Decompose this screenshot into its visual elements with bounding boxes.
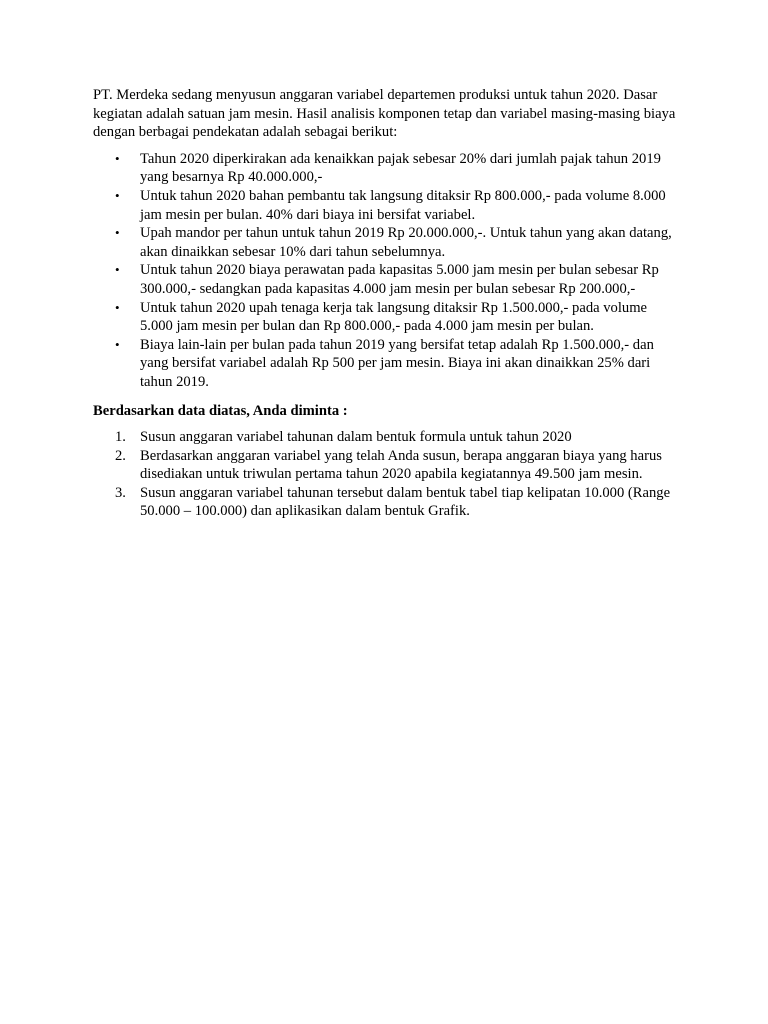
data-bullet-list <box>93 150 683 392</box>
bullet-item-tax <box>93 150 683 187</box>
bullet-marker: • <box>115 187 120 203</box>
task-number: 1. <box>115 429 126 446</box>
bullet-item-other-costs <box>93 336 683 392</box>
task-list <box>93 428 683 521</box>
bullet-text: Untuk tahun 2020 biaya perawatan pada kapasitas 5.000 jam mesin per bulan sebesar Rp 300.000,- sedangkan pada kapasitas 4.000 jam mesin per bulan sebesar Rp 200.000,- <box>140 262 659 297</box>
bullet-item-foreman-wage <box>93 224 683 261</box>
bullet-text: Untuk tahun 2020 bahan pembantu tak langsung ditaksir Rp 800.000,- pada volume 8.000 jam mesin per bulan. 40% dari biaya ini bersifat variabel. <box>140 187 666 223</box>
task-item <box>93 447 683 484</box>
bullet-marker: • <box>115 225 120 241</box>
bullet-marker: • <box>115 336 120 352</box>
task-number: 2. <box>115 447 126 464</box>
bullet-text: Untuk tahun 2020 upah tenaga kerja tak langsung ditaksir Rp 1.500.000,- pada volume 5.000 jam mesin per bulan dan Rp 800.000,- pada 4.000 jam mesin per bulan. <box>140 299 648 335</box>
bullet-marker: • <box>115 299 120 315</box>
task-text: Susun anggaran variabel tahunan dalam bentuk formula untuk tahun 2020 <box>140 429 572 446</box>
bullet-item-indirect-labor <box>93 299 683 336</box>
document-content <box>93 86 683 521</box>
intro-paragraph: PT. Merdeka sedang menyusun anggaran variabel departemen produksi untuk tahun 2020. Dasar kegiatan adalah satuan jam mesin. Hasil analisis komponen tetap dan variabel masing-masing biaya dengan berbagai pendekatan adalah sebagai berikut: <box>93 87 676 141</box>
task-text: Berdasarkan anggaran variabel yang telah Anda susun, berapa anggaran biaya yang harus disediakan untuk triwulan pertama tahun 2020 apabila kegiatannya 49.500 jam mesin. <box>140 447 662 483</box>
bullet-item-indirect-materials <box>93 187 683 224</box>
bullet-text: Biaya lain-lain per bulan pada tahun 2019 yang bersifat tetap adalah Rp 1.500.000,- dan yang bersifat variabel adalah Rp 500 per jam mesin. Biaya ini akan dinaikkan 25% dari tahun 2019. <box>140 336 654 390</box>
bullet-item-maintenance <box>93 261 683 298</box>
bullet-marker: • <box>115 150 120 166</box>
bullet-text: Upah mandor per tahun untuk tahun 2019 Rp 20.000.000,-. Untuk tahun yang akan datang, akan dinaikkan sebesar 10% dari tahun sebelumnya. <box>140 225 672 260</box>
bullet-marker: • <box>115 262 120 278</box>
task-item <box>93 484 683 521</box>
task-item <box>93 428 683 447</box>
task-heading: Berdasarkan data diatas, Anda diminta : <box>93 402 348 419</box>
task-text: Susun anggaran variabel tahunan tersebut dalam bentuk tabel tiap kelipatan 10.000 (Range 50.000 – 100.000) dan aplikasikan dalam bentuk Grafik. <box>140 484 671 520</box>
task-number: 3. <box>115 484 126 501</box>
bullet-text: Tahun 2020 diperkirakan ada kenaikkan pajak sebesar 20% dari jumlah pajak tahun 2019 yang besarnya Rp 40.000.000,- <box>140 150 661 186</box>
